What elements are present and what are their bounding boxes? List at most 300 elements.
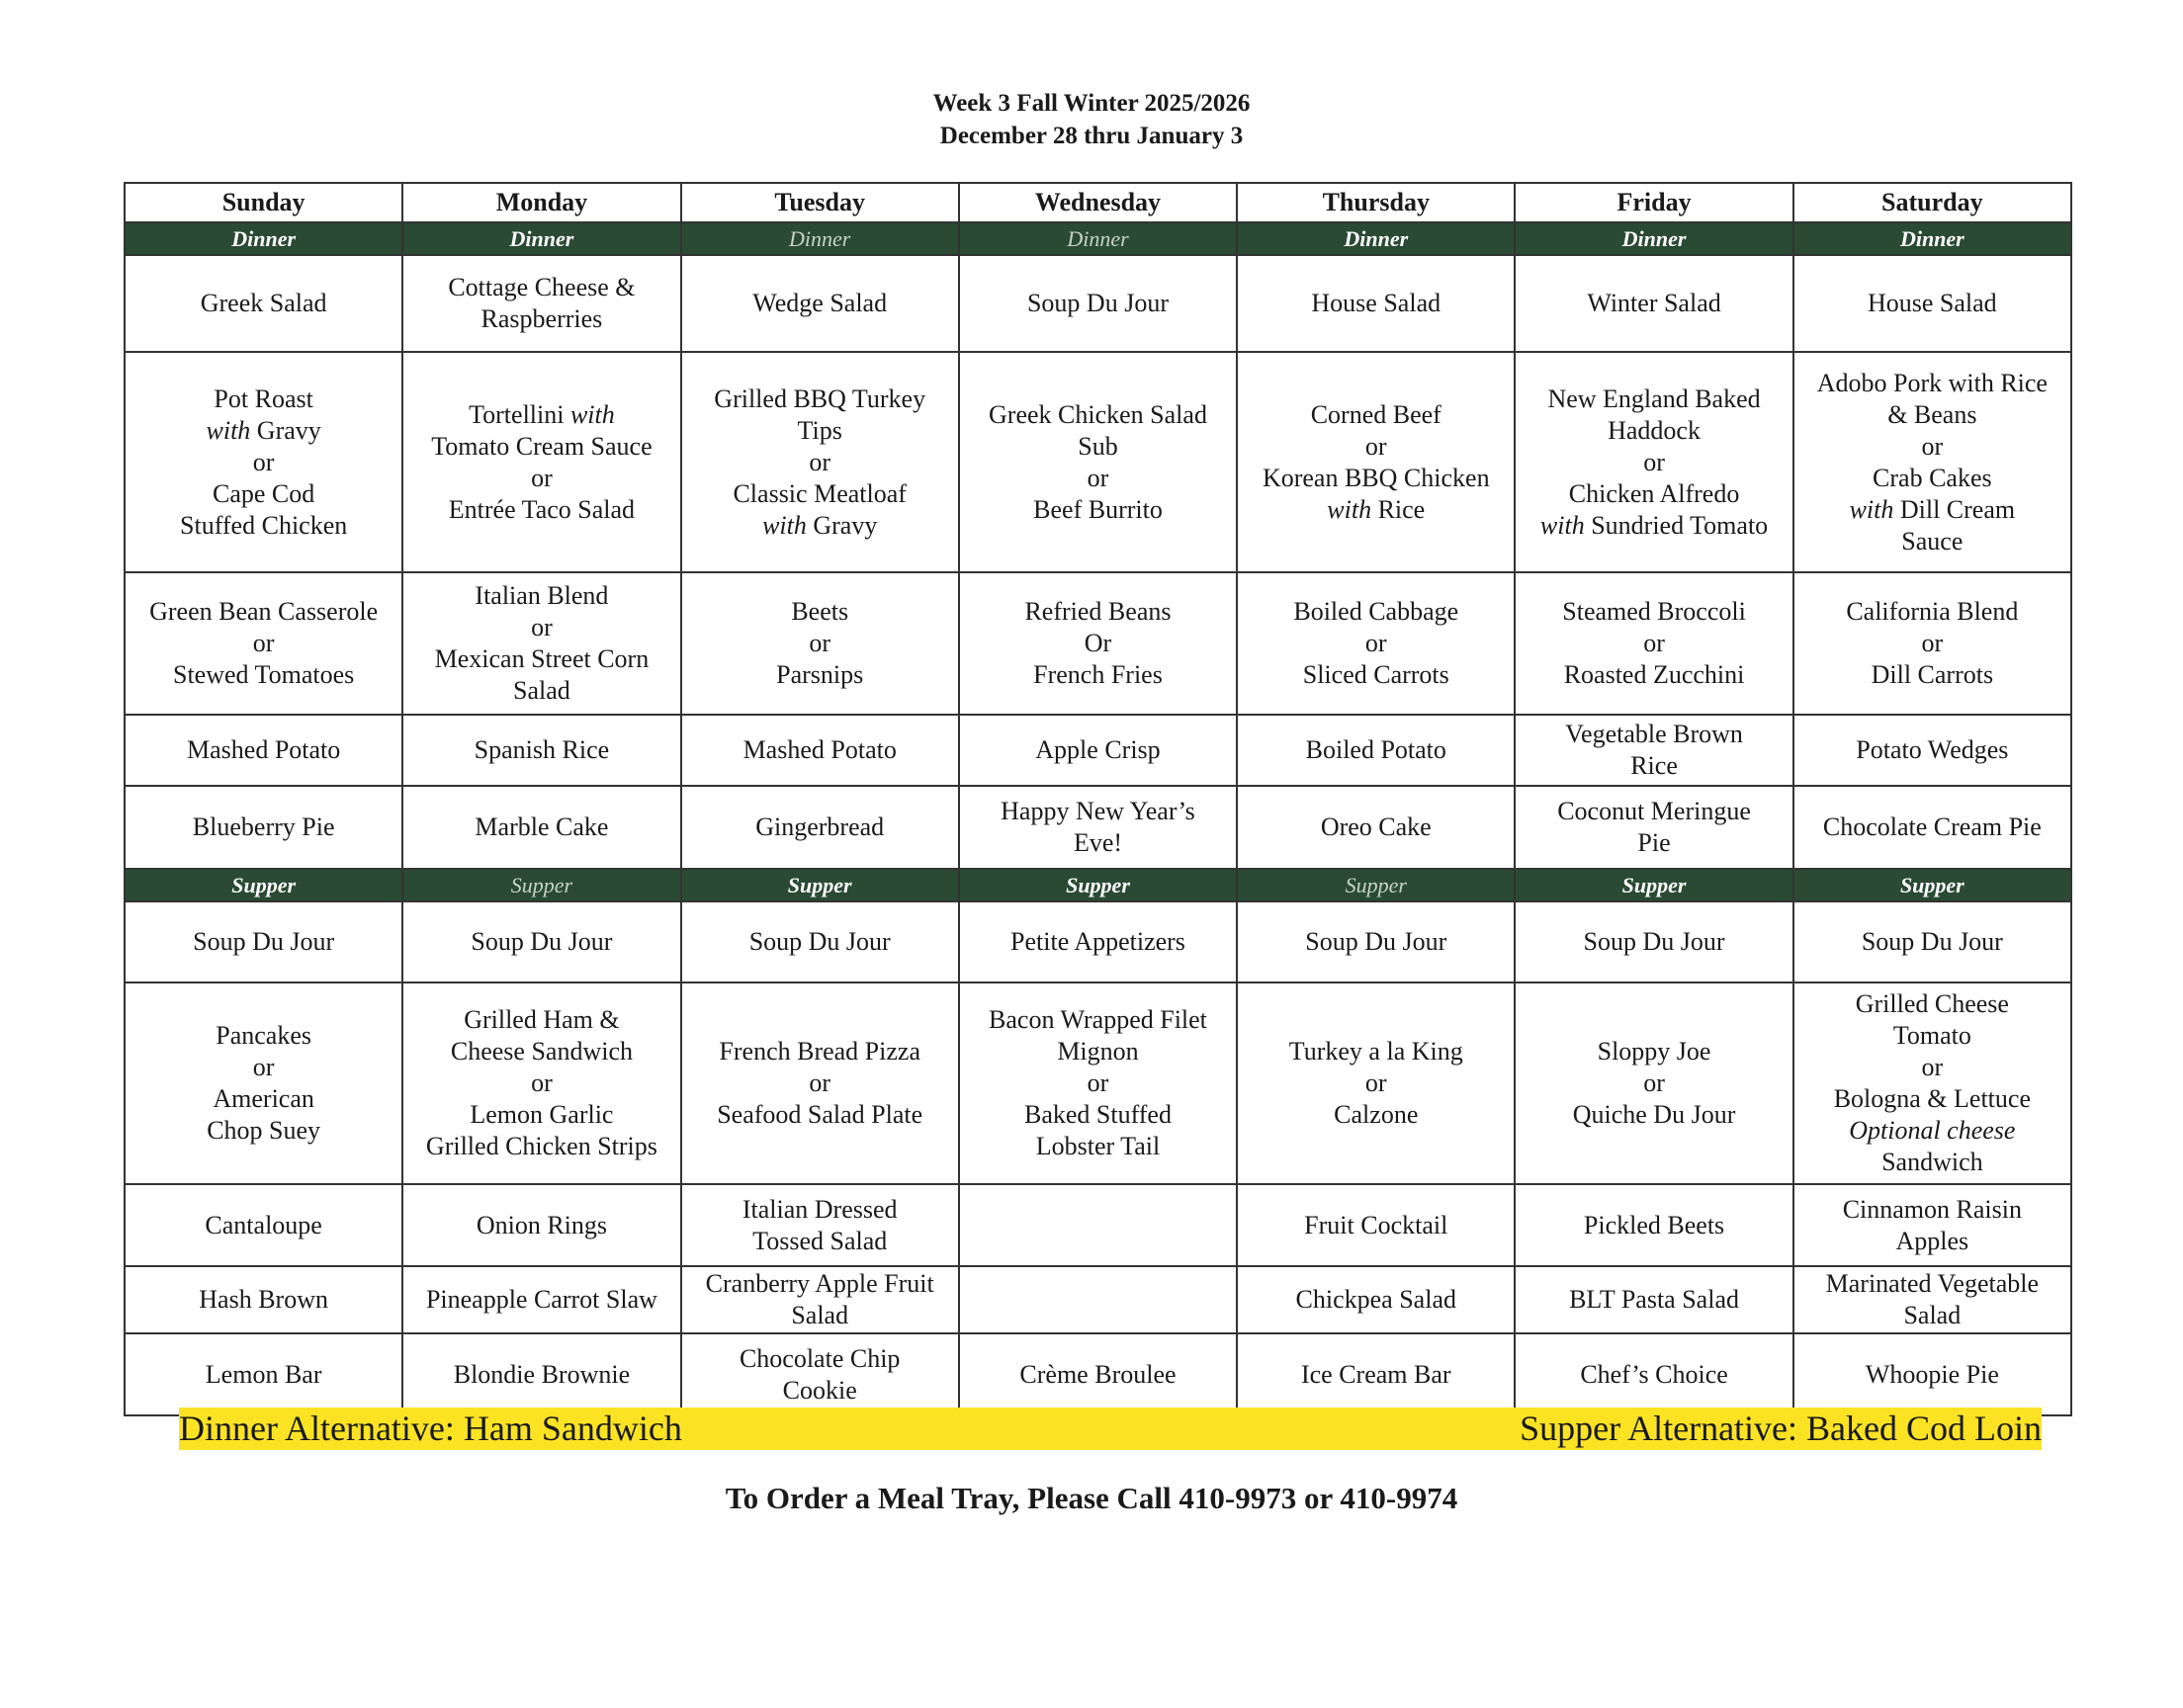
menu-title: Week 3 Fall Winter 2025/2026 [932, 90, 1251, 117]
menu-item-line [407, 1099, 675, 1131]
menu-item-line [1520, 384, 1788, 415]
supper-dessert-row [125, 1333, 2071, 1415]
menu-item-line [130, 447, 397, 478]
menu-item-line [1520, 1284, 1788, 1316]
menu-item-line [1798, 1115, 2066, 1147]
menu-item-text: Classic Meatloaf [733, 478, 907, 508]
menu-item-text: Grilled BBQ Turkey [714, 384, 926, 413]
menu-item-text: Cheese Sandwich [450, 1037, 633, 1066]
menu-item-line [686, 1194, 954, 1226]
menu-item-text: or [1087, 463, 1109, 492]
day-header-sunday: Sunday [125, 183, 402, 222]
menu-item-line [964, 796, 1232, 827]
menu-item-emphasis: with [569, 399, 615, 429]
dinner-entree-row [125, 352, 2071, 572]
menu-item-line [686, 415, 954, 447]
menu-item-line [407, 612, 675, 643]
menu-item-text: Onion Rings [476, 1210, 608, 1239]
menu-item-line [1520, 926, 1788, 958]
menu-item-line [1520, 1036, 1788, 1068]
menu-item-line [686, 384, 954, 415]
menu-item-text: Cape Cod [213, 478, 315, 508]
menu-item-text: Grilled Ham & [464, 1005, 620, 1034]
dinner-dessert-saturday [1793, 786, 2071, 869]
menu-item-text: or [531, 1068, 553, 1097]
menu-item-line [1242, 1284, 1510, 1316]
menu-item-text: Cinnamon Raisin [1842, 1194, 2022, 1224]
menu-item-text: Chef’s Choice [1580, 1359, 1728, 1389]
dinner-entree-thursday [1237, 352, 1515, 572]
menu-item-line [964, 1099, 1232, 1131]
menu-item-line [1798, 399, 2066, 431]
menu-item-text: Crab Cakes [1873, 463, 1992, 492]
menu-item-line [1520, 510, 1788, 542]
menu-item-text: Salad [1903, 1301, 1962, 1329]
menu-item-text: Cranberry Apple Fruit [705, 1269, 934, 1298]
menu-item-line [1798, 431, 2066, 463]
menu-item-text: Marinated Vegetable [1825, 1269, 2040, 1298]
menu-item-line [686, 1036, 954, 1068]
dinner-dessert-row [125, 786, 2071, 869]
dinner-salad-monday [402, 255, 680, 352]
menu-item-text: California Blend [1846, 597, 2019, 626]
menu-item-text: American [213, 1084, 314, 1113]
dinner-salad-wednesday [959, 255, 1237, 352]
menu-item-line [964, 431, 1232, 463]
supper-side-1-friday [1515, 1184, 1792, 1266]
dinner-salad-saturday [1793, 255, 2071, 352]
menu-item-text: Soup Du Jour [1305, 927, 1447, 956]
order-instructions: To Order a Meal Tray, Please Call 410-9973 or 410-9974 [725, 1481, 1458, 1515]
menu-item-line [964, 1359, 1232, 1391]
menu-item-line [1242, 1210, 1510, 1241]
menu-item-line [686, 1226, 954, 1257]
menu-item-text: Blueberry Pie [192, 812, 335, 841]
menu-item-text: Greek Salad [200, 289, 327, 317]
dinner-band-thursday: Dinner [1237, 222, 1515, 255]
menu-item-text: Marble Cake [475, 812, 609, 841]
supper-dessert-friday [1515, 1333, 1792, 1415]
menu-item-line [964, 1131, 1232, 1162]
menu-item-line [130, 1052, 397, 1083]
menu-item-text: Oreo Cake [1320, 812, 1432, 841]
dinner-entree-friday [1515, 352, 1792, 572]
supper-soup-friday [1515, 901, 1792, 982]
menu-item-text: French Bread Pizza [719, 1037, 920, 1066]
dinner-band-wednesday: Dinner [959, 222, 1237, 255]
menu-item-line [407, 463, 675, 494]
dinner-dessert-wednesday [959, 786, 1237, 869]
menu-item-emphasis: with [762, 510, 807, 540]
dinner-salad-tuesday [681, 255, 959, 352]
menu-item-text: Tortellini [469, 399, 570, 429]
menu-item-text: Petite Appetizers [1010, 927, 1185, 956]
menu-item-text: New England Baked [1547, 384, 1761, 413]
supper-band-monday: Supper [402, 869, 680, 901]
menu-item-text: or [1364, 431, 1387, 461]
menu-item-line [1520, 1068, 1788, 1099]
menu-item-line [130, 1020, 397, 1052]
menu-item-text: Tossed Salad [752, 1226, 888, 1255]
menu-item-line [1520, 659, 1788, 691]
menu-item-text: Blondie Brownie [453, 1359, 631, 1389]
menu-item-text: Sundried Tomato [1584, 510, 1769, 540]
menu-item-text: or [809, 629, 831, 657]
menu-item-emphasis: with [1539, 510, 1585, 540]
supper-band-sunday: Supper [125, 869, 402, 901]
supper-dessert-thursday [1237, 1333, 1515, 1415]
menu-item-line [407, 811, 675, 843]
dinner-salad-row [125, 255, 2071, 352]
supper-band-tuesday: Supper [681, 869, 959, 901]
supper-soup-row [125, 901, 2071, 982]
menu-item-line [1798, 926, 2066, 958]
menu-item-text: House Salad [1867, 289, 1997, 317]
menu-item-line [1242, 494, 1510, 526]
menu-item-text: Grilled Cheese [1855, 989, 2009, 1018]
supper-entree-thursday [1237, 982, 1515, 1184]
menu-item-line [964, 1004, 1232, 1036]
menu-item-line [964, 288, 1232, 319]
menu-item-text: Chocolate Chip [739, 1343, 901, 1373]
dinner-vegetable-saturday [1793, 572, 2071, 715]
menu-item-line [1520, 750, 1788, 782]
menu-item-line [1242, 399, 1510, 431]
menu-item-line [130, 1210, 397, 1241]
menu-item-line [407, 643, 675, 675]
supper-soup-saturday [1793, 901, 2071, 982]
supper-side-2-monday [402, 1266, 680, 1333]
menu-item-line [1798, 1147, 2066, 1178]
dinner-starch-tuesday [681, 715, 959, 786]
menu-item-text: Salad [513, 676, 570, 705]
menu-item-text: Quiche Du Jour [1572, 1100, 1736, 1129]
menu-item-line [407, 926, 675, 958]
menu-item-line [686, 926, 954, 958]
menu-item-line [130, 1359, 397, 1391]
menu-item-line [686, 447, 954, 478]
menu-item-text: or [531, 463, 553, 492]
supper-band-row [125, 869, 2071, 901]
supper-side-2-sunday [125, 1266, 402, 1333]
menu-item-line [407, 399, 675, 431]
menu-item-line [1520, 415, 1788, 447]
dinner-vegetable-thursday [1237, 572, 1515, 715]
menu-item-line [964, 1068, 1232, 1099]
dinner-vegetable-row [125, 572, 2071, 715]
supper-dessert-tuesday [681, 1333, 959, 1415]
menu-item-text: Pancakes [216, 1021, 312, 1050]
menu-item-line [1520, 796, 1788, 827]
menu-item-line [1798, 1300, 2066, 1331]
menu-item-text: Lemon Bar [205, 1359, 322, 1389]
menu-item-text: Hash Brown [199, 1285, 328, 1314]
dinner-alternative: Dinner Alternative: Ham Sandwich [179, 1409, 682, 1448]
menu-item-line [964, 399, 1232, 431]
menu-item-text: House Salad [1311, 289, 1441, 317]
menu-item-text: Chocolate Cream Pie [1822, 812, 2042, 841]
menu-item-emphasis: with [206, 415, 251, 445]
day-header-tuesday: Tuesday [681, 183, 959, 222]
menu-item-line [407, 675, 675, 707]
menu-item-line [1520, 447, 1788, 478]
menu-item-line [1242, 288, 1510, 319]
menu-item-text: Soup Du Jour [471, 927, 613, 956]
dinner-entree-monday [402, 352, 680, 572]
menu-item-line [964, 596, 1232, 628]
menu-item-line [407, 1068, 675, 1099]
menu-item-text: Refried Beans [1024, 597, 1172, 626]
menu-item-text: & Beans [1887, 399, 1977, 429]
menu-item-text: Sauce [1901, 526, 1964, 555]
menu-item-line [964, 734, 1232, 766]
menu-item-line [1798, 1052, 2066, 1083]
menu-item-text: or [1921, 1053, 1944, 1081]
menu-item-text: Greek Chicken Salad [989, 399, 1207, 429]
menu-item-text: Apple Crisp [1035, 735, 1161, 764]
menu-item-line [686, 1099, 954, 1131]
menu-item-text: Soup Du Jour [1583, 927, 1725, 956]
supper-entree-friday [1515, 982, 1792, 1184]
menu-item-line [1798, 988, 2066, 1020]
menu-item-text: Soup Du Jour [1861, 927, 2003, 956]
supper-soup-monday [402, 901, 680, 982]
menu-item-text: Stewed Tomatoes [172, 660, 355, 689]
menu-item-line [407, 1131, 675, 1162]
menu-item-text: Cookie [782, 1375, 857, 1405]
supper-soup-sunday [125, 901, 402, 982]
menu-item-text: Vegetable Brown [1565, 720, 1743, 748]
menu-item-text: Sloppy Joe [1597, 1037, 1711, 1066]
menu-item-line [130, 510, 397, 542]
supper-side-1-thursday [1237, 1184, 1515, 1266]
menu-item-text: Chicken Alfredo [1568, 478, 1740, 508]
menu-item-text: Bacon Wrapped Filet [989, 1005, 1207, 1034]
menu-item-text: Gravy [250, 415, 321, 445]
supper-side-1-wednesday [959, 1184, 1237, 1266]
menu-item-line [1242, 926, 1510, 958]
menu-item-line [686, 1068, 954, 1099]
dinner-vegetable-wednesday [959, 572, 1237, 715]
menu-item-line [1798, 463, 2066, 494]
menu-item-line [1798, 1020, 2066, 1052]
menu-item-text: Chop Suey [207, 1116, 321, 1145]
supper-side-1-row [125, 1184, 2071, 1266]
weekly-menu-table [124, 182, 2072, 1416]
dinner-salad-thursday [1237, 255, 1515, 352]
menu-item-text: Raspberries [480, 304, 603, 333]
menu-item-text: Parsnips [776, 660, 864, 689]
menu-item-line [1242, 1036, 1510, 1068]
menu-item-text: Whoopie Pie [1865, 1359, 1999, 1389]
menu-item-line [1520, 719, 1788, 750]
menu-item-line [1798, 368, 2066, 399]
supper-side-2-row [125, 1266, 2071, 1333]
day-header-monday: Monday [402, 183, 680, 222]
menu-item-line [407, 1036, 675, 1068]
menu-item-text: Pickled Beets [1583, 1210, 1725, 1239]
supper-band-thursday: Supper [1237, 869, 1515, 901]
menu-date-range: December 28 thru January 3 [939, 123, 1244, 149]
menu-item-line [1798, 1226, 2066, 1257]
dinner-dessert-monday [402, 786, 680, 869]
menu-item-text: Steamed Broccoli [1562, 597, 1746, 626]
menu-item-text: Grilled Chicken Strips [425, 1132, 657, 1160]
menu-item-text: Apples [1895, 1226, 1969, 1255]
menu-item-line [964, 926, 1232, 958]
menu-item-text: Rice [1630, 751, 1678, 780]
menu-item-text: Dill Cream [1893, 494, 2016, 524]
menu-item-text: Tomato Cream Sauce [431, 431, 653, 461]
menu-item-line [130, 384, 397, 415]
menu-item-line [964, 463, 1232, 494]
menu-item-line [964, 659, 1232, 691]
menu-item-line [1798, 526, 2066, 557]
menu-item-line [686, 734, 954, 766]
menu-item-line [407, 1359, 675, 1391]
menu-item-text: or [1921, 431, 1944, 461]
menu-item-emphasis: Optional cheese [1849, 1116, 2016, 1145]
menu-item-text: or [1087, 1068, 1109, 1097]
menu-item-text: or [252, 1053, 275, 1081]
menu-item-text: Fruit Cocktail [1304, 1210, 1448, 1239]
menu-item-line [130, 1284, 397, 1316]
dinner-starch-wednesday [959, 715, 1237, 786]
menu-item-line [1520, 827, 1788, 859]
menu-item-line [686, 478, 954, 510]
supper-dessert-sunday [125, 1333, 402, 1415]
menu-item-line [686, 1375, 954, 1407]
supper-side-1-saturday [1793, 1184, 2071, 1266]
menu-item-text: Turkey a la King [1288, 1037, 1463, 1066]
menu-item-text: or [1643, 629, 1665, 657]
day-header-friday: Friday [1515, 183, 1792, 222]
menu-body [125, 222, 2071, 1415]
menu-item-text: Cottage Cheese & [448, 273, 636, 301]
menu-item-line [1798, 1268, 2066, 1300]
menu-item-text: Lemon Garlic [470, 1100, 614, 1129]
menu-item-line [1242, 734, 1510, 766]
menu-item-line [407, 272, 675, 303]
menu-item-text: Chickpea Salad [1295, 1285, 1456, 1314]
menu-item-text: Pineapple Carrot Slaw [425, 1285, 657, 1314]
menu-item-text: Cantaloupe [205, 1210, 322, 1239]
menu-item-line [130, 659, 397, 691]
menu-item-line [1242, 1068, 1510, 1099]
menu-item-line [1798, 734, 2066, 766]
menu-item-text: French Fries [1033, 660, 1163, 689]
menu-item-text: or [1643, 447, 1665, 476]
menu-item-text: Beef Burrito [1033, 494, 1163, 524]
menu-item-text: Korean BBQ Chicken [1262, 463, 1490, 492]
supper-entree-sunday [125, 982, 402, 1184]
menu-item-line [407, 1210, 675, 1241]
menu-item-text: Lobster Tail [1035, 1132, 1161, 1160]
menu-item-line [1798, 1194, 2066, 1226]
menu-item-text: or [1921, 629, 1944, 657]
menu-item-line [964, 1036, 1232, 1068]
menu-item-text: Mignon [1057, 1037, 1139, 1066]
menu-item-text: Pot Roast [214, 384, 313, 413]
menu-item-text: Haddock [1608, 415, 1701, 445]
menu-item-line [1520, 628, 1788, 659]
menu-item-text: Tomato [1892, 1021, 1971, 1050]
menu-item-line [686, 659, 954, 691]
menu-item-line [964, 827, 1232, 859]
menu-item-line [1798, 1359, 2066, 1391]
dinner-dessert-tuesday [681, 786, 959, 869]
menu-item-line [1520, 1359, 1788, 1391]
menu-item-emphasis: with [1327, 494, 1372, 524]
menu-item-text: Mexican Street Corn [434, 644, 650, 673]
supper-side-2-wednesday [959, 1266, 1237, 1333]
menu-item-line [1520, 1210, 1788, 1241]
dinner-entree-sunday [125, 352, 402, 572]
dinner-dessert-sunday [125, 786, 402, 869]
day-header-row [125, 183, 2071, 222]
menu-item-line [686, 288, 954, 319]
menu-item-text: Crème Broulee [1019, 1359, 1177, 1389]
menu-item-text: Coconut Meringue [1557, 797, 1751, 825]
menu-item-text: Soup Du Jour [748, 927, 891, 956]
menu-item-line [686, 596, 954, 628]
menu-item-line [1242, 659, 1510, 691]
menu-item-line [686, 510, 954, 542]
supper-alternative: Supper Alternative: Baked Cod Loin [1520, 1409, 2042, 1448]
menu-item-line [1798, 288, 2066, 319]
menu-item-text: Soup Du Jour [193, 927, 335, 956]
menu-item-text: Seafood Salad Plate [717, 1100, 923, 1129]
menu-item-line [1798, 596, 2066, 628]
menu-item-text: or [809, 1068, 831, 1097]
supper-entree-monday [402, 982, 680, 1184]
menu-item-text: Corned Beef [1310, 399, 1441, 429]
menu-item-text: Winter Salad [1587, 289, 1721, 317]
dinner-band-tuesday: Dinner [681, 222, 959, 255]
menu-item-line [130, 415, 397, 447]
supper-side-2-thursday [1237, 1266, 1515, 1333]
menu-item-line [1798, 494, 2066, 526]
menu-item-text: Or [1084, 629, 1112, 657]
menu-item-text: Spanish Rice [474, 735, 610, 764]
dinner-starch-saturday [1793, 715, 2071, 786]
menu-item-text: Baked Stuffed [1023, 1100, 1172, 1129]
menu-item-line [686, 628, 954, 659]
supper-dessert-monday [402, 1333, 680, 1415]
supper-band-friday: Supper [1515, 869, 1792, 901]
menu-item-line [1242, 463, 1510, 494]
dinner-dessert-thursday [1237, 786, 1515, 869]
supper-side-1-monday [402, 1184, 680, 1266]
menu-item-text: Mashed Potato [742, 735, 897, 764]
menu-item-line [1242, 431, 1510, 463]
supper-dessert-wednesday [959, 1333, 1237, 1415]
menu-item-text: Italian Blend [475, 581, 609, 610]
menu-item-line [407, 494, 675, 526]
menu-item-line [1520, 478, 1788, 510]
supper-side-1-tuesday [681, 1184, 959, 1266]
supper-soup-tuesday [681, 901, 959, 982]
supper-band-wednesday: Supper [959, 869, 1237, 901]
menu-item-text: Boiled Cabbage [1293, 597, 1459, 626]
menu-item-text: Sub [1078, 431, 1118, 461]
menu-item-line [407, 303, 675, 335]
menu-item-line [407, 431, 675, 463]
menu-item-text: Stuffed Chicken [180, 510, 348, 540]
menu-item-line [1242, 1099, 1510, 1131]
menu-item-line [1798, 811, 2066, 843]
menu-item-text: Bologna & Lettuce [1833, 1084, 2031, 1113]
